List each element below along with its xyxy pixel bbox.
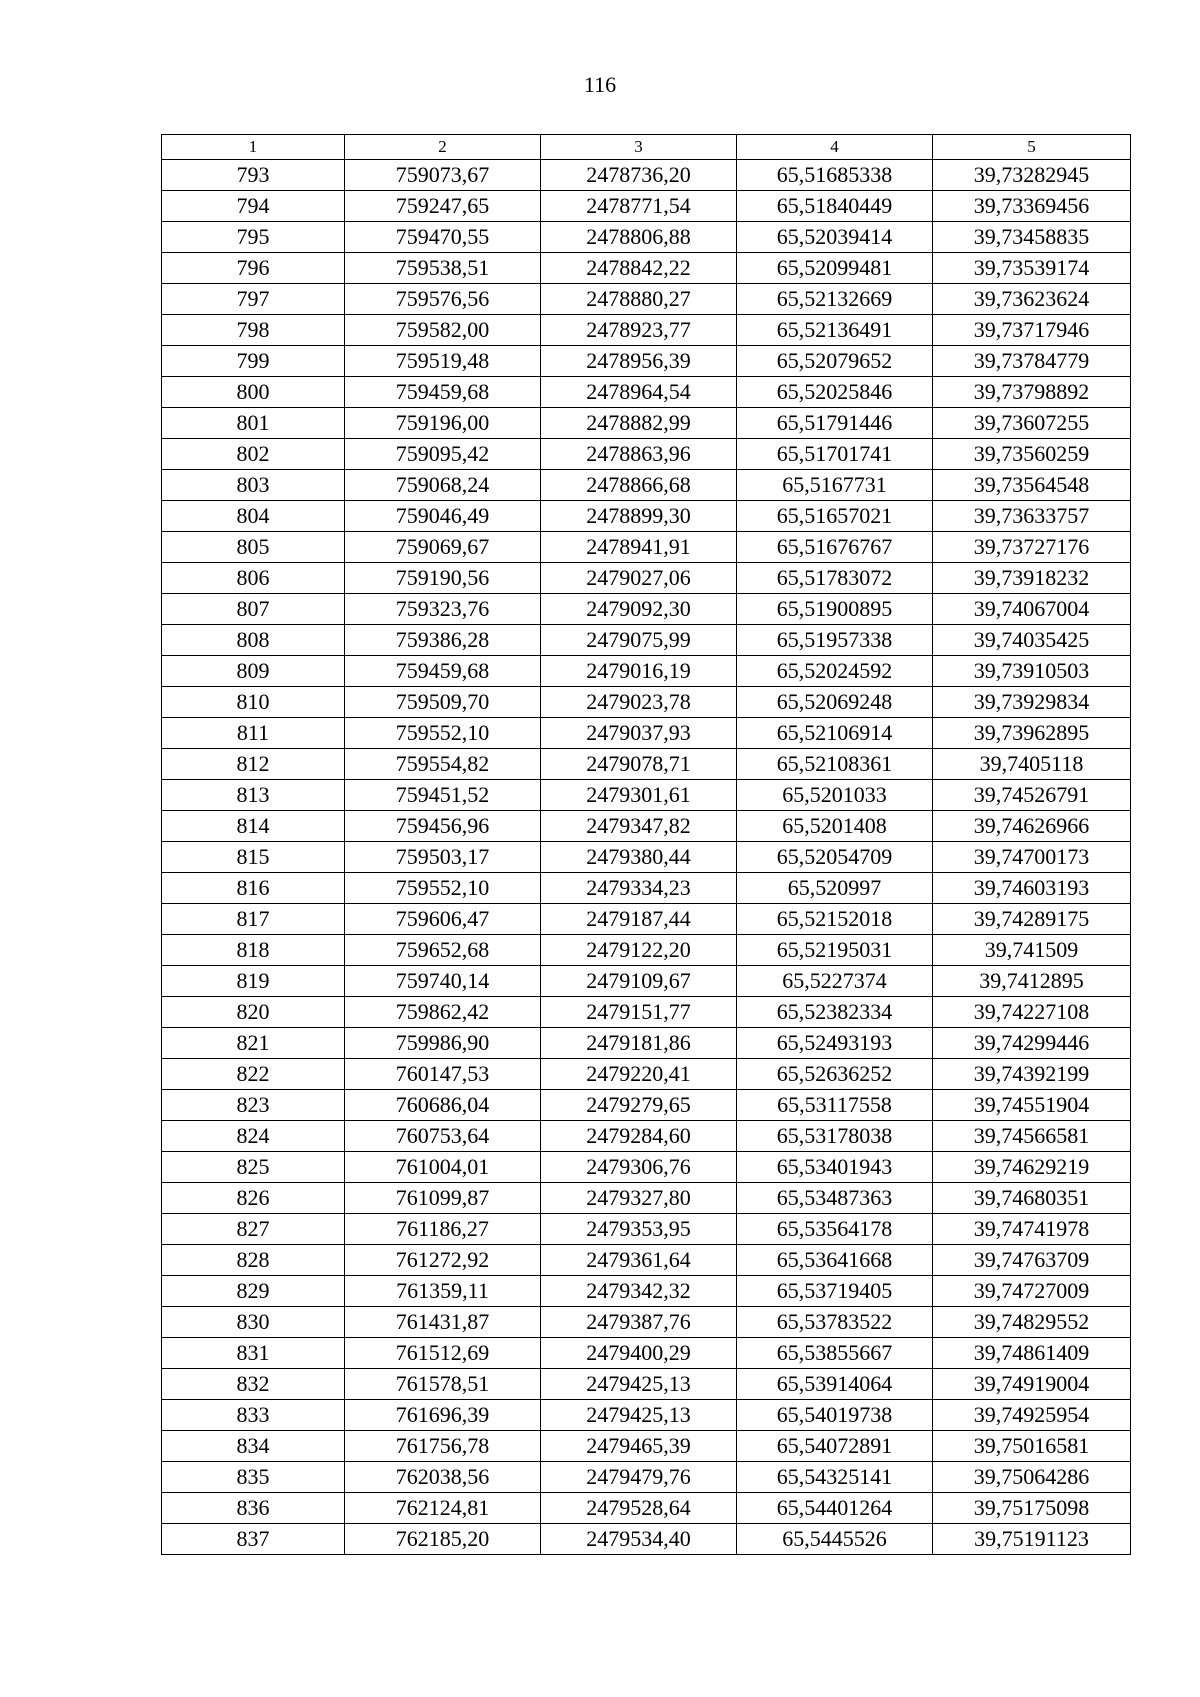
table-cell-col-2: 759190,56 bbox=[345, 563, 541, 594]
table-cell-col-3: 2478899,30 bbox=[541, 501, 737, 532]
table-cell-col-3: 2479187,44 bbox=[541, 904, 737, 935]
table-cell-col-1: 816 bbox=[162, 873, 345, 904]
table-cell-col-1: 825 bbox=[162, 1152, 345, 1183]
table-row bbox=[162, 1462, 1131, 1493]
table-row bbox=[162, 1059, 1131, 1090]
table-row bbox=[162, 563, 1131, 594]
table-cell-col-3: 2479465,39 bbox=[541, 1431, 737, 1462]
table-cell-col-5: 39,74299446 bbox=[933, 1028, 1131, 1059]
table-cell-col-2: 760686,04 bbox=[345, 1090, 541, 1121]
table-cell-col-3: 2478941,91 bbox=[541, 532, 737, 563]
table-cell-col-1: 801 bbox=[162, 408, 345, 439]
table-cell-col-1: 804 bbox=[162, 501, 345, 532]
table-cell-col-1: 805 bbox=[162, 532, 345, 563]
table-cell-col-1: 803 bbox=[162, 470, 345, 501]
table-cell-col-3: 2479092,30 bbox=[541, 594, 737, 625]
table-cell-col-2: 761756,78 bbox=[345, 1431, 541, 1462]
column-header-5: 5 bbox=[933, 135, 1131, 160]
table-cell-col-5: 39,73623624 bbox=[933, 284, 1131, 315]
table-cell-col-1: 808 bbox=[162, 625, 345, 656]
table-row bbox=[162, 594, 1131, 625]
table-row bbox=[162, 1493, 1131, 1524]
column-header-4: 4 bbox=[737, 135, 933, 160]
table-cell-col-1: 813 bbox=[162, 780, 345, 811]
table-cell-col-1: 802 bbox=[162, 439, 345, 470]
table-cell-col-3: 2479361,64 bbox=[541, 1245, 737, 1276]
table-cell-col-3: 2478964,54 bbox=[541, 377, 737, 408]
table-cell-col-1: 828 bbox=[162, 1245, 345, 1276]
table-cell-col-1: 837 bbox=[162, 1524, 345, 1555]
table-row bbox=[162, 997, 1131, 1028]
table-cell-col-4: 65,53564178 bbox=[737, 1214, 933, 1245]
table-cell-col-2: 761578,51 bbox=[345, 1369, 541, 1400]
table-cell-col-1: 818 bbox=[162, 935, 345, 966]
table-cell-col-3: 2479425,13 bbox=[541, 1369, 737, 1400]
table-cell-col-3: 2479016,19 bbox=[541, 656, 737, 687]
table-cell-col-3: 2479334,23 bbox=[541, 873, 737, 904]
table-cell-col-2: 759386,28 bbox=[345, 625, 541, 656]
table-cell-col-4: 65,52195031 bbox=[737, 935, 933, 966]
table-cell-col-4: 65,52025846 bbox=[737, 377, 933, 408]
table-row bbox=[162, 687, 1131, 718]
table-cell-col-1: 833 bbox=[162, 1400, 345, 1431]
table-cell-col-3: 2479380,44 bbox=[541, 842, 737, 873]
table-cell-col-2: 759509,70 bbox=[345, 687, 541, 718]
table-cell-col-1: 799 bbox=[162, 346, 345, 377]
table-cell-col-5: 39,73539174 bbox=[933, 253, 1131, 284]
table-cell-col-2: 759986,90 bbox=[345, 1028, 541, 1059]
table-cell-col-4: 65,51685338 bbox=[737, 160, 933, 191]
table-cell-col-2: 761359,11 bbox=[345, 1276, 541, 1307]
table-cell-col-2: 759456,96 bbox=[345, 811, 541, 842]
table-row bbox=[162, 656, 1131, 687]
table-row bbox=[162, 1307, 1131, 1338]
table-cell-col-4: 65,52108361 bbox=[737, 749, 933, 780]
table-cell-col-2: 762185,20 bbox=[345, 1524, 541, 1555]
table-cell-col-5: 39,74603193 bbox=[933, 873, 1131, 904]
table-cell-col-4: 65,54401264 bbox=[737, 1493, 933, 1524]
table-cell-col-5: 39,7405118 bbox=[933, 749, 1131, 780]
table-row bbox=[162, 1028, 1131, 1059]
table-cell-col-4: 65,52136491 bbox=[737, 315, 933, 346]
table-row bbox=[162, 160, 1131, 191]
table-cell-col-4: 65,5201408 bbox=[737, 811, 933, 842]
table-row bbox=[162, 811, 1131, 842]
table-cell-col-4: 65,53487363 bbox=[737, 1183, 933, 1214]
table-cell-col-5: 39,75191123 bbox=[933, 1524, 1131, 1555]
table-cell-col-2: 759606,47 bbox=[345, 904, 541, 935]
table-cell-col-5: 39,73369456 bbox=[933, 191, 1131, 222]
table-cell-col-4: 65,5167731 bbox=[737, 470, 933, 501]
table-cell-col-4: 65,53719405 bbox=[737, 1276, 933, 1307]
table-cell-col-5: 39,74392199 bbox=[933, 1059, 1131, 1090]
table-cell-col-4: 65,52152018 bbox=[737, 904, 933, 935]
table-cell-col-5: 39,74700173 bbox=[933, 842, 1131, 873]
table-cell-col-1: 810 bbox=[162, 687, 345, 718]
table-header bbox=[162, 135, 1131, 160]
table-cell-col-2: 759519,48 bbox=[345, 346, 541, 377]
table-cell-col-4: 65,51900895 bbox=[737, 594, 933, 625]
table-cell-col-2: 759459,68 bbox=[345, 656, 541, 687]
table-cell-col-4: 65,51657021 bbox=[737, 501, 933, 532]
table-cell-col-5: 39,73564548 bbox=[933, 470, 1131, 501]
table-cell-col-2: 759552,10 bbox=[345, 718, 541, 749]
table-cell-col-5: 39,73962895 bbox=[933, 718, 1131, 749]
table-cell-col-4: 65,51791446 bbox=[737, 408, 933, 439]
table-cell-col-1: 811 bbox=[162, 718, 345, 749]
table-cell-col-5: 39,73560259 bbox=[933, 439, 1131, 470]
table-cell-col-4: 65,5445526 bbox=[737, 1524, 933, 1555]
table-cell-col-5: 39,741509 bbox=[933, 935, 1131, 966]
table-cell-col-3: 2478806,88 bbox=[541, 222, 737, 253]
table-cell-col-3: 2478863,96 bbox=[541, 439, 737, 470]
table-cell-col-1: 826 bbox=[162, 1183, 345, 1214]
table-cell-col-5: 39,74526791 bbox=[933, 780, 1131, 811]
table-cell-col-1: 807 bbox=[162, 594, 345, 625]
table-row bbox=[162, 253, 1131, 284]
table-row bbox=[162, 1214, 1131, 1245]
table-cell-col-2: 759538,51 bbox=[345, 253, 541, 284]
table-cell-col-2: 761099,87 bbox=[345, 1183, 541, 1214]
table-row bbox=[162, 1121, 1131, 1152]
table-cell-col-1: 809 bbox=[162, 656, 345, 687]
table-cell-col-1: 817 bbox=[162, 904, 345, 935]
table-cell-col-1: 793 bbox=[162, 160, 345, 191]
table-cell-col-5: 39,73727176 bbox=[933, 532, 1131, 563]
table-cell-col-2: 759068,24 bbox=[345, 470, 541, 501]
table-cell-col-1: 830 bbox=[162, 1307, 345, 1338]
table-cell-col-2: 759582,00 bbox=[345, 315, 541, 346]
page-number: 116 bbox=[583, 72, 617, 97]
table-cell-col-3: 2479347,82 bbox=[541, 811, 737, 842]
table-cell-col-4: 65,51783072 bbox=[737, 563, 933, 594]
table-cell-col-5: 39,74925954 bbox=[933, 1400, 1131, 1431]
table-row bbox=[162, 439, 1131, 470]
table-cell-col-5: 39,74227108 bbox=[933, 997, 1131, 1028]
table-cell-col-3: 2479181,86 bbox=[541, 1028, 737, 1059]
table-cell-col-2: 759552,10 bbox=[345, 873, 541, 904]
table-row bbox=[162, 966, 1131, 997]
table-cell-col-2: 761004,01 bbox=[345, 1152, 541, 1183]
table-cell-col-3: 2479027,06 bbox=[541, 563, 737, 594]
table-cell-col-2: 759740,14 bbox=[345, 966, 541, 997]
header-row bbox=[162, 135, 1131, 160]
table-cell-col-5: 39,74067004 bbox=[933, 594, 1131, 625]
table-cell-col-4: 65,52493193 bbox=[737, 1028, 933, 1059]
table-row bbox=[162, 842, 1131, 873]
table-cell-col-1: 829 bbox=[162, 1276, 345, 1307]
table-row bbox=[162, 191, 1131, 222]
table-cell-col-3: 2479122,20 bbox=[541, 935, 737, 966]
table-cell-col-5: 39,73784779 bbox=[933, 346, 1131, 377]
table-cell-col-5: 39,73282945 bbox=[933, 160, 1131, 191]
table-cell-col-3: 2479075,99 bbox=[541, 625, 737, 656]
table-cell-col-4: 65,51701741 bbox=[737, 439, 933, 470]
table-cell-col-2: 761431,87 bbox=[345, 1307, 541, 1338]
table-cell-col-4: 65,54325141 bbox=[737, 1462, 933, 1493]
table-cell-col-4: 65,53641668 bbox=[737, 1245, 933, 1276]
table-row bbox=[162, 222, 1131, 253]
table-cell-col-3: 2479400,29 bbox=[541, 1338, 737, 1369]
table-row bbox=[162, 904, 1131, 935]
table-cell-col-2: 760147,53 bbox=[345, 1059, 541, 1090]
table-row bbox=[162, 315, 1131, 346]
table-cell-col-5: 39,74829552 bbox=[933, 1307, 1131, 1338]
column-header-1: 1 bbox=[162, 135, 345, 160]
table-cell-col-4: 65,54019738 bbox=[737, 1400, 933, 1431]
table-cell-col-3: 2479037,93 bbox=[541, 718, 737, 749]
table-cell-col-1: 831 bbox=[162, 1338, 345, 1369]
table-cell-col-5: 39,73633757 bbox=[933, 501, 1131, 532]
table-cell-col-3: 2479534,40 bbox=[541, 1524, 737, 1555]
table-cell-col-1: 797 bbox=[162, 284, 345, 315]
table-cell-col-5: 39,74629219 bbox=[933, 1152, 1131, 1183]
table-cell-col-3: 2479387,76 bbox=[541, 1307, 737, 1338]
table-cell-col-4: 65,51676767 bbox=[737, 532, 933, 563]
table-cell-col-3: 2479109,67 bbox=[541, 966, 737, 997]
table-row bbox=[162, 749, 1131, 780]
table-cell-col-5: 39,74741978 bbox=[933, 1214, 1131, 1245]
table-cell-col-2: 759069,67 bbox=[345, 532, 541, 563]
table-cell-col-2: 759323,76 bbox=[345, 594, 541, 625]
table-cell-col-3: 2478736,20 bbox=[541, 160, 737, 191]
table-cell-col-4: 65,52132669 bbox=[737, 284, 933, 315]
table-cell-col-1: 827 bbox=[162, 1214, 345, 1245]
table-cell-col-4: 65,52079652 bbox=[737, 346, 933, 377]
table-cell-col-4: 65,5201033 bbox=[737, 780, 933, 811]
table-cell-col-1: 814 bbox=[162, 811, 345, 842]
table-cell-col-3: 2479078,71 bbox=[541, 749, 737, 780]
table-cell-col-2: 762038,56 bbox=[345, 1462, 541, 1493]
table-cell-col-2: 761696,39 bbox=[345, 1400, 541, 1431]
column-header-2: 2 bbox=[345, 135, 541, 160]
table-body bbox=[162, 160, 1131, 1555]
table-cell-col-2: 759470,55 bbox=[345, 222, 541, 253]
table-cell-col-3: 2479279,65 bbox=[541, 1090, 737, 1121]
table-cell-col-5: 39,75016581 bbox=[933, 1431, 1131, 1462]
table-cell-col-2: 759046,49 bbox=[345, 501, 541, 532]
table-cell-col-1: 800 bbox=[162, 377, 345, 408]
table-cell-col-5: 39,7412895 bbox=[933, 966, 1131, 997]
table-cell-col-4: 65,53117558 bbox=[737, 1090, 933, 1121]
table-cell-col-5: 39,74289175 bbox=[933, 904, 1131, 935]
table-cell-col-5: 39,74727009 bbox=[933, 1276, 1131, 1307]
table-row bbox=[162, 1524, 1131, 1555]
table-cell-col-3: 2478842,22 bbox=[541, 253, 737, 284]
table-cell-col-1: 795 bbox=[162, 222, 345, 253]
table-cell-col-1: 798 bbox=[162, 315, 345, 346]
table-cell-col-5: 39,74035425 bbox=[933, 625, 1131, 656]
table-cell-col-5: 39,74551904 bbox=[933, 1090, 1131, 1121]
table-cell-col-4: 65,53783522 bbox=[737, 1307, 933, 1338]
table-cell-col-1: 822 bbox=[162, 1059, 345, 1090]
table-cell-col-4: 65,53178038 bbox=[737, 1121, 933, 1152]
table-cell-col-5: 39,74680351 bbox=[933, 1183, 1131, 1214]
table-row bbox=[162, 1183, 1131, 1214]
table-cell-col-5: 39,73918232 bbox=[933, 563, 1131, 594]
table-cell-col-1: 794 bbox=[162, 191, 345, 222]
table-cell-col-1: 835 bbox=[162, 1462, 345, 1493]
table-cell-col-2: 761512,69 bbox=[345, 1338, 541, 1369]
table-cell-col-3: 2479220,41 bbox=[541, 1059, 737, 1090]
table-cell-col-2: 761186,27 bbox=[345, 1214, 541, 1245]
table-cell-col-1: 824 bbox=[162, 1121, 345, 1152]
table-row bbox=[162, 377, 1131, 408]
table-cell-col-4: 65,51957338 bbox=[737, 625, 933, 656]
table-cell-col-2: 759862,42 bbox=[345, 997, 541, 1028]
table-cell-col-1: 834 bbox=[162, 1431, 345, 1462]
table-row bbox=[162, 284, 1131, 315]
table-cell-col-2: 759247,65 bbox=[345, 191, 541, 222]
table-cell-col-3: 2479151,77 bbox=[541, 997, 737, 1028]
table-cell-col-5: 39,74861409 bbox=[933, 1338, 1131, 1369]
table-row bbox=[162, 780, 1131, 811]
table-cell-col-4: 65,52106914 bbox=[737, 718, 933, 749]
table-cell-col-4: 65,51840449 bbox=[737, 191, 933, 222]
table-cell-col-3: 2479342,32 bbox=[541, 1276, 737, 1307]
table-cell-col-5: 39,74566581 bbox=[933, 1121, 1131, 1152]
table-cell-col-5: 39,73717946 bbox=[933, 315, 1131, 346]
table-cell-col-5: 39,73798892 bbox=[933, 377, 1131, 408]
table-cell-col-4: 65,53914064 bbox=[737, 1369, 933, 1400]
table-cell-col-1: 823 bbox=[162, 1090, 345, 1121]
table-row bbox=[162, 346, 1131, 377]
table-cell-col-3: 2478923,77 bbox=[541, 315, 737, 346]
table-cell-col-1: 796 bbox=[162, 253, 345, 284]
table-cell-col-1: 832 bbox=[162, 1369, 345, 1400]
table-cell-col-3: 2479353,95 bbox=[541, 1214, 737, 1245]
table-cell-col-5: 39,74626966 bbox=[933, 811, 1131, 842]
table-cell-col-4: 65,52636252 bbox=[737, 1059, 933, 1090]
table-row bbox=[162, 1400, 1131, 1431]
table-cell-col-3: 2479306,76 bbox=[541, 1152, 737, 1183]
table-cell-col-2: 762124,81 bbox=[345, 1493, 541, 1524]
table-cell-col-5: 39,73929834 bbox=[933, 687, 1131, 718]
table-cell-col-2: 761272,92 bbox=[345, 1245, 541, 1276]
table-cell-col-3: 2479327,80 bbox=[541, 1183, 737, 1214]
table-row bbox=[162, 532, 1131, 563]
table-row bbox=[162, 1152, 1131, 1183]
table-cell-col-2: 759095,42 bbox=[345, 439, 541, 470]
table-row bbox=[162, 408, 1131, 439]
table-cell-col-2: 759073,67 bbox=[345, 160, 541, 191]
table-cell-col-2: 759196,00 bbox=[345, 408, 541, 439]
table-row bbox=[162, 1369, 1131, 1400]
table-cell-col-5: 39,73458835 bbox=[933, 222, 1131, 253]
table-cell-col-4: 65,54072891 bbox=[737, 1431, 933, 1462]
table-cell-col-3: 2478956,39 bbox=[541, 346, 737, 377]
table-cell-col-3: 2478882,99 bbox=[541, 408, 737, 439]
table-cell-col-4: 65,52069248 bbox=[737, 687, 933, 718]
table-cell-col-2: 760753,64 bbox=[345, 1121, 541, 1152]
table-cell-col-4: 65,52099481 bbox=[737, 253, 933, 284]
table-cell-col-3: 2478866,68 bbox=[541, 470, 737, 501]
table-cell-col-2: 759459,68 bbox=[345, 377, 541, 408]
column-header-3: 3 bbox=[541, 135, 737, 160]
table-cell-col-4: 65,52382334 bbox=[737, 997, 933, 1028]
table-cell-col-4: 65,52024592 bbox=[737, 656, 933, 687]
table-cell-col-3: 2478771,54 bbox=[541, 191, 737, 222]
table-cell-col-3: 2479528,64 bbox=[541, 1493, 737, 1524]
table-cell-col-5: 39,73910503 bbox=[933, 656, 1131, 687]
table-cell-col-3: 2479479,76 bbox=[541, 1462, 737, 1493]
table-cell-col-3: 2478880,27 bbox=[541, 284, 737, 315]
table-row bbox=[162, 1245, 1131, 1276]
table-cell-col-1: 815 bbox=[162, 842, 345, 873]
table-cell-col-4: 65,5227374 bbox=[737, 966, 933, 997]
table-row bbox=[162, 873, 1131, 904]
table-cell-col-3: 2479425,13 bbox=[541, 1400, 737, 1431]
table-cell-col-3: 2479301,61 bbox=[541, 780, 737, 811]
table-row bbox=[162, 718, 1131, 749]
table-row bbox=[162, 1338, 1131, 1369]
table-cell-col-4: 65,520997 bbox=[737, 873, 933, 904]
table-row bbox=[162, 935, 1131, 966]
table-cell-col-5: 39,75064286 bbox=[933, 1462, 1131, 1493]
coordinates-table bbox=[161, 134, 1131, 1555]
table-cell-col-1: 820 bbox=[162, 997, 345, 1028]
table-cell-col-3: 2479023,78 bbox=[541, 687, 737, 718]
table-cell-col-1: 819 bbox=[162, 966, 345, 997]
table-cell-col-5: 39,74919004 bbox=[933, 1369, 1131, 1400]
table-cell-col-4: 65,53855667 bbox=[737, 1338, 933, 1369]
table-cell-col-2: 759503,17 bbox=[345, 842, 541, 873]
table-row bbox=[162, 470, 1131, 501]
table-cell-col-2: 759652,68 bbox=[345, 935, 541, 966]
table-cell-col-4: 65,52039414 bbox=[737, 222, 933, 253]
table-cell-col-3: 2479284,60 bbox=[541, 1121, 737, 1152]
table-cell-col-4: 65,52054709 bbox=[737, 842, 933, 873]
table-cell-col-1: 821 bbox=[162, 1028, 345, 1059]
table-cell-col-1: 836 bbox=[162, 1493, 345, 1524]
table-cell-col-5: 39,73607255 bbox=[933, 408, 1131, 439]
table-row bbox=[162, 1431, 1131, 1462]
table-cell-col-2: 759576,56 bbox=[345, 284, 541, 315]
table-cell-col-1: 806 bbox=[162, 563, 345, 594]
table-cell-col-2: 759554,82 bbox=[345, 749, 541, 780]
table-cell-col-4: 65,53401943 bbox=[737, 1152, 933, 1183]
table-row bbox=[162, 1090, 1131, 1121]
table-row bbox=[162, 1276, 1131, 1307]
table-cell-col-2: 759451,52 bbox=[345, 780, 541, 811]
table-cell-col-5: 39,74763709 bbox=[933, 1245, 1131, 1276]
table-cell-col-1: 812 bbox=[162, 749, 345, 780]
table-row bbox=[162, 625, 1131, 656]
table-cell-col-5: 39,75175098 bbox=[933, 1493, 1131, 1524]
table-row bbox=[162, 501, 1131, 532]
